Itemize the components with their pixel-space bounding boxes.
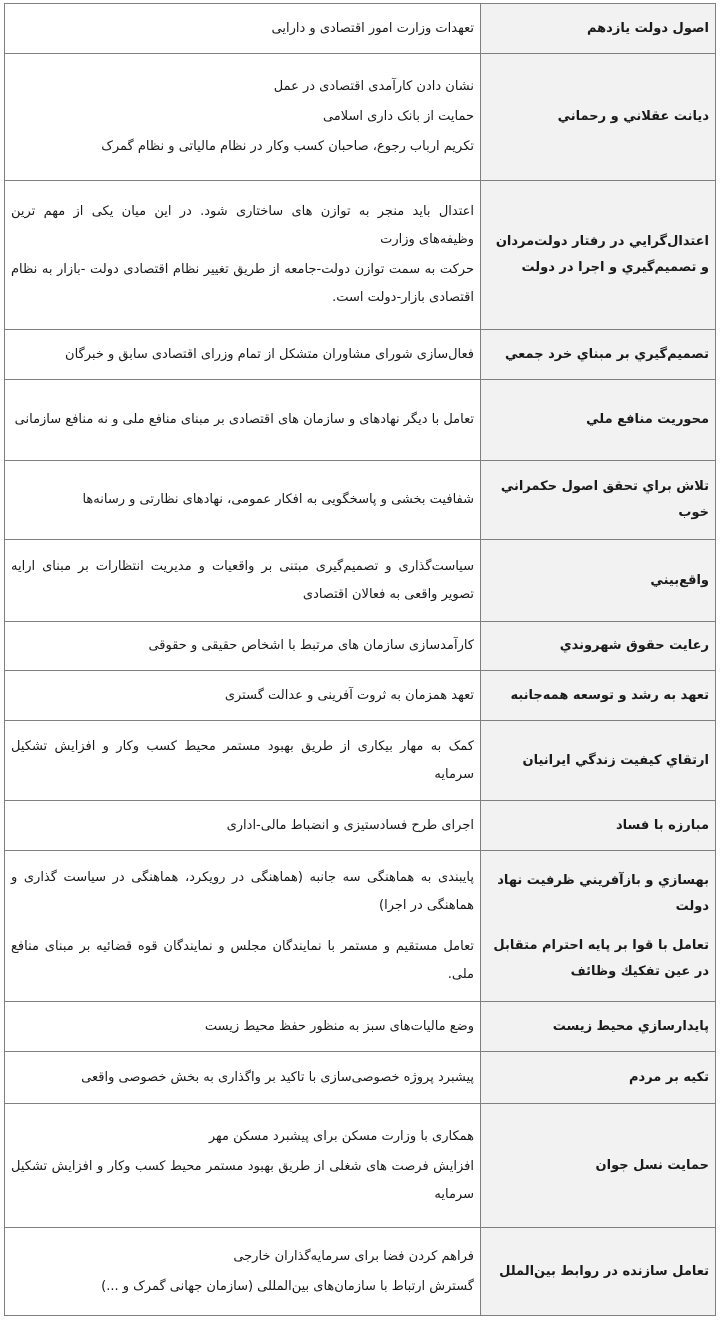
row-key	[481, 1104, 716, 1228]
table-row	[5, 4, 716, 54]
value-text: پایبندی به هماهنگی سه جانبه (هماهنگی در رویکرد، هماهنگی در سیاست گذاری و هماهنگی در اجرا)	[11, 869, 474, 913]
key-text: تصميم‌گيري بر مبناي خرد جمعي	[504, 346, 709, 362]
row-value	[5, 540, 481, 622]
key-text: اصول دولت یازدهم	[586, 20, 709, 36]
row-value	[5, 54, 481, 181]
table-row	[5, 1052, 716, 1104]
key-text: ديانت عقلاني و رحماني	[557, 109, 709, 124]
table-row	[5, 461, 716, 540]
table-row	[5, 671, 716, 721]
key-text: تعهد به رشد و توسعه همه‌جانبه	[510, 687, 709, 703]
row-value	[5, 801, 481, 851]
value-text: افزایش فرصت های شغلی از طریق بهبود مستمر محیط کسب وکار و افزایش تشکیل سرمایه	[11, 1158, 474, 1202]
value-text: حمایت از بانک داری اسلامی	[322, 109, 474, 124]
row-value	[5, 1228, 481, 1316]
row-key	[481, 4, 716, 54]
value-text: حرکت به سمت توازن دولت-جامعه از طریق تغییر نظام اقتصادی دولت -بازار به نظام اقتصادی بازار-دولت است.	[11, 262, 474, 305]
row-value	[5, 721, 481, 801]
row-key	[481, 54, 716, 181]
key-text: مبارزه با فساد	[616, 817, 709, 833]
row-value	[5, 461, 481, 540]
row-value	[5, 1104, 481, 1228]
value-text: تکریم ارباب رجوع، صاحبان کسب وکار در نظام مالیاتی و نظام گمرک	[101, 139, 474, 154]
table-row	[5, 181, 716, 330]
key-text: تعامل با قوا بر پايه احترام متقابل در عين تفكيك وظائف	[493, 937, 709, 979]
value-text: تعهدات وزارت امور اقتصادی و دارایی	[271, 20, 474, 36]
value-text: سیاست‌گذاری و تصمیم‌گیری مبتنی بر واقعیات و مدیریت انتظارات بر مبنای ارایه تصویر واقعی به فعالان اقتصادی	[11, 558, 474, 602]
principles-table-container	[4, 3, 716, 1316]
key-text: واقع‌بيني	[650, 572, 709, 588]
value-text: کارآمدسازی سازمان های مرتبط با اشخاص حقیقی و حقوقی	[148, 638, 474, 653]
row-key	[481, 622, 716, 671]
value-text: اعتدال باید منجر به توازن های ساختاری شود. در این میان یکی از مهم ترین وظیفه‌های وزارت	[11, 204, 474, 247]
row-key	[481, 461, 716, 540]
key-text: حمايت نسل جوان	[595, 1157, 709, 1173]
table-row	[5, 330, 716, 380]
row-value	[5, 622, 481, 671]
row-key	[481, 851, 716, 1002]
table-row	[5, 54, 716, 181]
value-text: وضع مالیات‌های سبز به منظور حفظ محیط زیست	[204, 1018, 474, 1034]
key-text: تكيه بر مردم	[629, 1069, 709, 1085]
row-value	[5, 181, 481, 330]
table-row	[5, 1228, 716, 1316]
value-text: شفافیت بخشی و پاسخگویی به افکار عمومی، نهادهای نظارتی و رسانه‌ها	[82, 492, 474, 507]
row-value	[5, 671, 481, 721]
table-row	[5, 380, 716, 461]
row-key	[481, 1002, 716, 1052]
value-text: تعهد همزمان به ثروت آفرینی و عدالت گستری	[224, 687, 474, 703]
key-text: تعامل سازنده در روابط بين‌الملل	[499, 1263, 709, 1279]
table-row	[5, 851, 716, 1002]
value-text: تعامل مستقیم و مستمر با نمایندگان مجلس و نمایندگان قوه قضائیه بر مبنای منافع ملی.	[11, 938, 474, 982]
row-key	[481, 380, 716, 461]
table-row	[5, 721, 716, 801]
key-text: بهسازي و بازآفريني ظرفيت نهاد دولت	[497, 872, 709, 914]
row-value	[5, 1002, 481, 1052]
row-key	[481, 540, 716, 622]
value-text: فراهم کردن فضا برای سرمایه‌گذاران خارجی	[233, 1248, 474, 1264]
row-key	[481, 721, 716, 801]
value-text: همکاری با وزارت مسکن برای پیشبرد مسکن مهر	[208, 1128, 474, 1144]
row-value	[5, 4, 481, 54]
row-key	[481, 181, 716, 330]
row-value	[5, 851, 481, 1002]
value-text: اجرای طرح فسادستیزی و انضباط مالی-اداری	[226, 817, 474, 833]
row-key	[481, 801, 716, 851]
value-text: پیشبرد پروژه خصوصی‌سازی با تاکید بر واگذاری به بخش خصوصی واقعی	[81, 1069, 474, 1085]
key-text: ارتقاي كيفيت زندگي ايرانيان	[522, 752, 709, 768]
key-text: محوريت منافع ملي	[586, 412, 709, 427]
table-row	[5, 801, 716, 851]
row-value	[5, 1052, 481, 1104]
table-body	[5, 4, 716, 1316]
row-value	[5, 330, 481, 380]
principles-table	[4, 3, 716, 1316]
row-value	[5, 380, 481, 461]
table-row	[5, 1002, 716, 1052]
value-text: نشان دادن کارآمدی اقتصادی در عمل	[273, 79, 474, 94]
key-text: پايدارسازي محيط زيست	[552, 1018, 709, 1034]
value-text: کمک به مهار بیکاری از طریق بهبود مستمر محیط کسب وکار و افزایش تشکیل سرمایه	[11, 738, 474, 782]
row-key	[481, 671, 716, 721]
row-key	[481, 1052, 716, 1104]
key-text: اعتدال‌گرايي در رفتار دولت‌مردان و تصميم‌گيري و اجرا در دولت	[495, 234, 709, 275]
key-text: تلاش براي تحقق اصول حكمراني خوب	[500, 479, 709, 520]
row-key	[481, 1228, 716, 1316]
key-text: رعايت حقوق شهروندي	[559, 638, 709, 653]
value-text: فعال‌سازی شورای مشاوران متشکل از تمام وزرای اقتصادی سابق و خبرگان	[65, 346, 474, 362]
row-key	[481, 330, 716, 380]
table-row	[5, 540, 716, 622]
value-text: تعامل با دیگر نهادهای و سازمان های اقتصادی بر مبنای منافع ملی و نه منافع سازمانی	[14, 412, 474, 427]
value-text: گسترش ارتباط با سازمان‌های بین‌المللی (سازمان جهانی گمرک و ...)	[101, 1278, 474, 1294]
table-row	[5, 1104, 716, 1228]
table-row	[5, 622, 716, 671]
